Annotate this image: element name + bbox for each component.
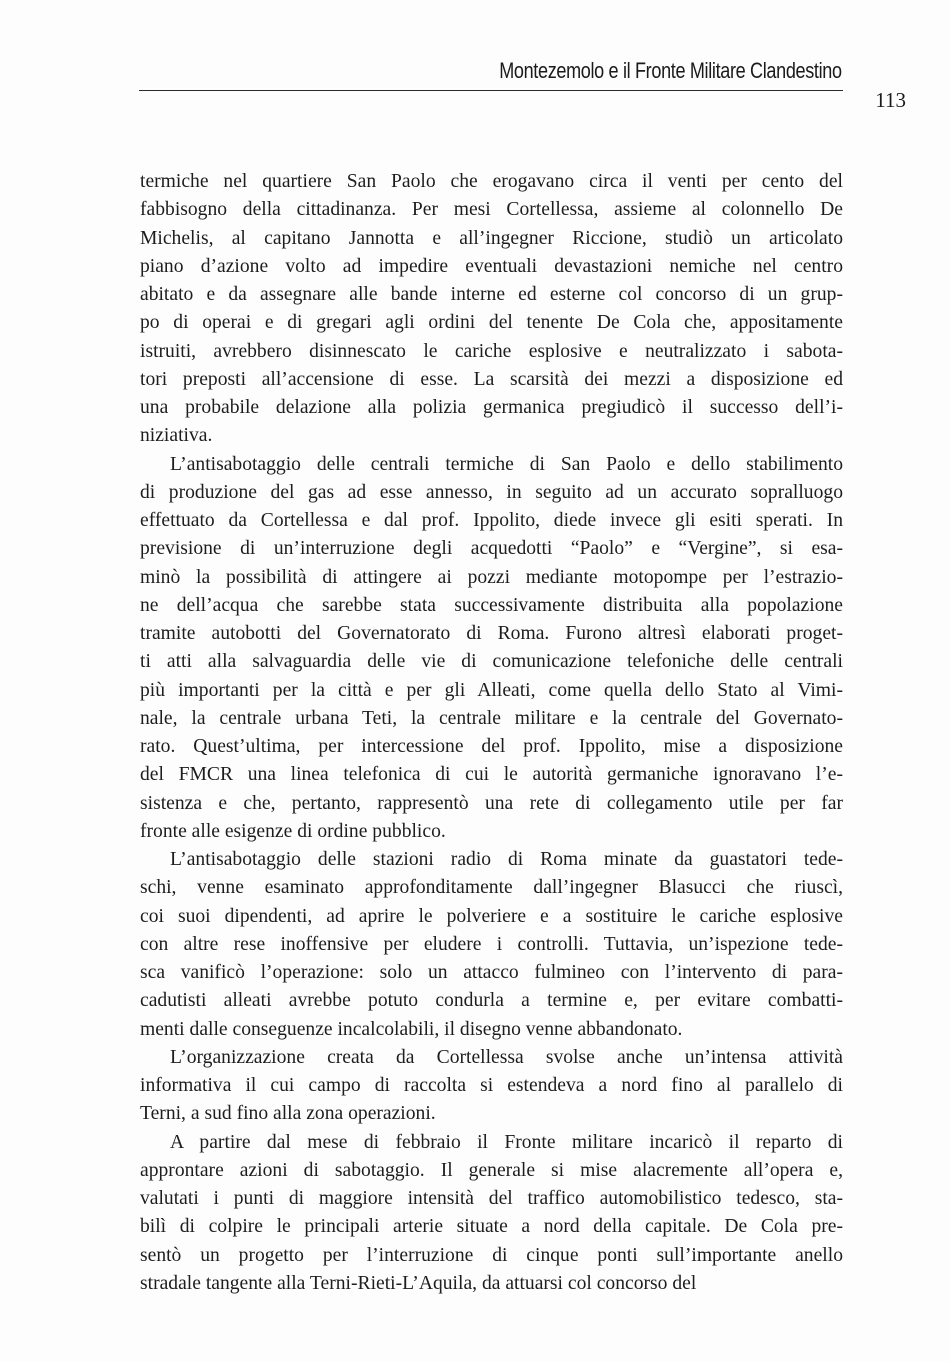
text-line: bilì di colpire le principali arterie situate a nord della capitale. De Cola pre-: [140, 1216, 843, 1238]
text-line: rato. Quest’ultima, per intercessione del prof. Ippolito, mise a disposizione: [140, 736, 843, 757]
text-line: ti atti alla salvaguardia delle vie di comunicazione telefoniche delle centrali: [140, 651, 843, 673]
text-line: A partire dal mese di febbraio il Fronte militare incaricò il reparto di: [170, 1131, 843, 1153]
paragraph: [140, 168, 843, 451]
text-line: una probabile delazione alla polizia germanica pregiudicò il successo dell’i-: [140, 397, 843, 418]
text-line: fabbisogno della cittadinanza. Per mesi Cortellessa, assieme al colonnello De: [140, 199, 843, 221]
text-line: L’antisabotaggio delle centrali termiche di San Paolo e dello stabilimento: [170, 453, 843, 475]
text-line: sca vanificò l’operazione: solo un attacco fulmineo con l’intervento di para-: [140, 962, 843, 983]
text-line: menti dalle conseguenze incalcolabili, il disegno venne abbandonato.: [140, 1018, 683, 1040]
text-line: sentò un progetto per l’interruzione di cinque ponti sull’importante anello: [140, 1244, 843, 1266]
body-text: [140, 168, 843, 1298]
text-line: sistenza e che, pertanto, rappresentò una rete di collegamento utile per far: [140, 792, 843, 814]
text-line: tori preposti all’accensione di esse. La scarsità dei mezzi a disposizione ed: [140, 368, 843, 390]
text-line: istruiti, avrebbero disinnescato le cariche esplosive e neutralizzato i sabota-: [140, 340, 843, 362]
running-head: Montezemolo e il Fronte Militare Clandestino: [499, 58, 842, 83]
paragraph: [140, 1129, 843, 1299]
text-line: stradale tangente alla Terni-Rieti-L’Aquila, da attuarsi col concorso del: [140, 1272, 697, 1294]
paragraph: [140, 451, 843, 847]
text-line: tramite autobotti del Governatorato di Roma. Furono altresì elaborati proget-: [140, 623, 843, 644]
text-line: po di operai e di gregari agli ordini del tenente De Cola che, appositamente: [140, 312, 843, 334]
text-line: effettuato da Cortellessa e dal prof. Ippolito, diede invece gli esiti sperati. In: [140, 510, 843, 531]
text-line: ne dell’acqua che sarebbe stata successivamente distribuita alla popolazione: [140, 594, 843, 616]
text-line: minò la possibilità di attingere ai pozzi mediante motopompe per l’estrazio-: [140, 566, 843, 588]
header-rule: [139, 90, 843, 91]
text-line: Terni, a sud fino alla zona operazioni.: [140, 1103, 436, 1125]
paragraph: [140, 846, 843, 1044]
text-line: piano d’azione volto ad impedire eventuali devastazioni nemiche nel centro: [140, 255, 843, 277]
text-line: più importanti per la città e per gli Alleati, come quella dello Stato al Vimi-: [140, 679, 843, 701]
text-line: termiche nel quartiere San Paolo che erogavano circa il venti per cento del: [140, 171, 843, 192]
paragraph: [140, 1044, 843, 1129]
text-line: informativa il cui campo di raccolta si estendeva a nord fino al parallelo di: [140, 1075, 843, 1096]
text-line: cadutisti alleati avrebbe potuto condurla a termine e, per evitare combatti-: [140, 990, 843, 1012]
text-line: fronte alle esigenze di ordine pubblico.: [140, 820, 446, 842]
text-line: L’organizzazione creata da Cortellessa svolse anche un’intensa attività: [170, 1046, 843, 1068]
text-line: approntare azioni di sabotaggio. Il generale si mise alacremente all’opera e,: [140, 1159, 843, 1181]
text-line: coi suoi dipendenti, ad aprire le polveriere e a sostituire le cariche esplosive: [140, 905, 843, 927]
text-line: abitato e da assegnare alle bande interne ed esterne col concorso di un grup-: [140, 284, 843, 305]
text-line: valutati i punti di maggiore intensità del traffico automobilistico tedesco, sta-: [140, 1188, 843, 1209]
text-line: di produzione del gas ad esse annesso, in seguito ad un accurato sopralluogo: [140, 481, 843, 503]
text-line: L’antisabotaggio delle stazioni radio di Roma minate da guastatori tede-: [170, 849, 843, 870]
text-line: del FMCR una linea telefonica di cui le autorità germaniche ignoravano l’e-: [140, 764, 843, 786]
text-line: con altre rese inoffensive per eludere i controlli. Tuttavia, un’ispezione tede-: [140, 933, 843, 955]
text-line: previsione di un’interruzione degli acquedotti “Paolo” e “Vergine”, si esa-: [140, 538, 843, 560]
text-line: nale, la centrale urbana Teti, la centrale militare e la centrale del Governato-: [140, 707, 843, 729]
text-line: niziativa.: [140, 425, 213, 447]
text-line: schi, venne esaminato approfonditamente dall’ingegner Blasucci che riuscì,: [140, 877, 843, 899]
page-number: 113: [875, 88, 906, 112]
text-line: Michelis, al capitano Jannotta e all’ingegner Riccione, studiò un articolato: [140, 227, 843, 249]
